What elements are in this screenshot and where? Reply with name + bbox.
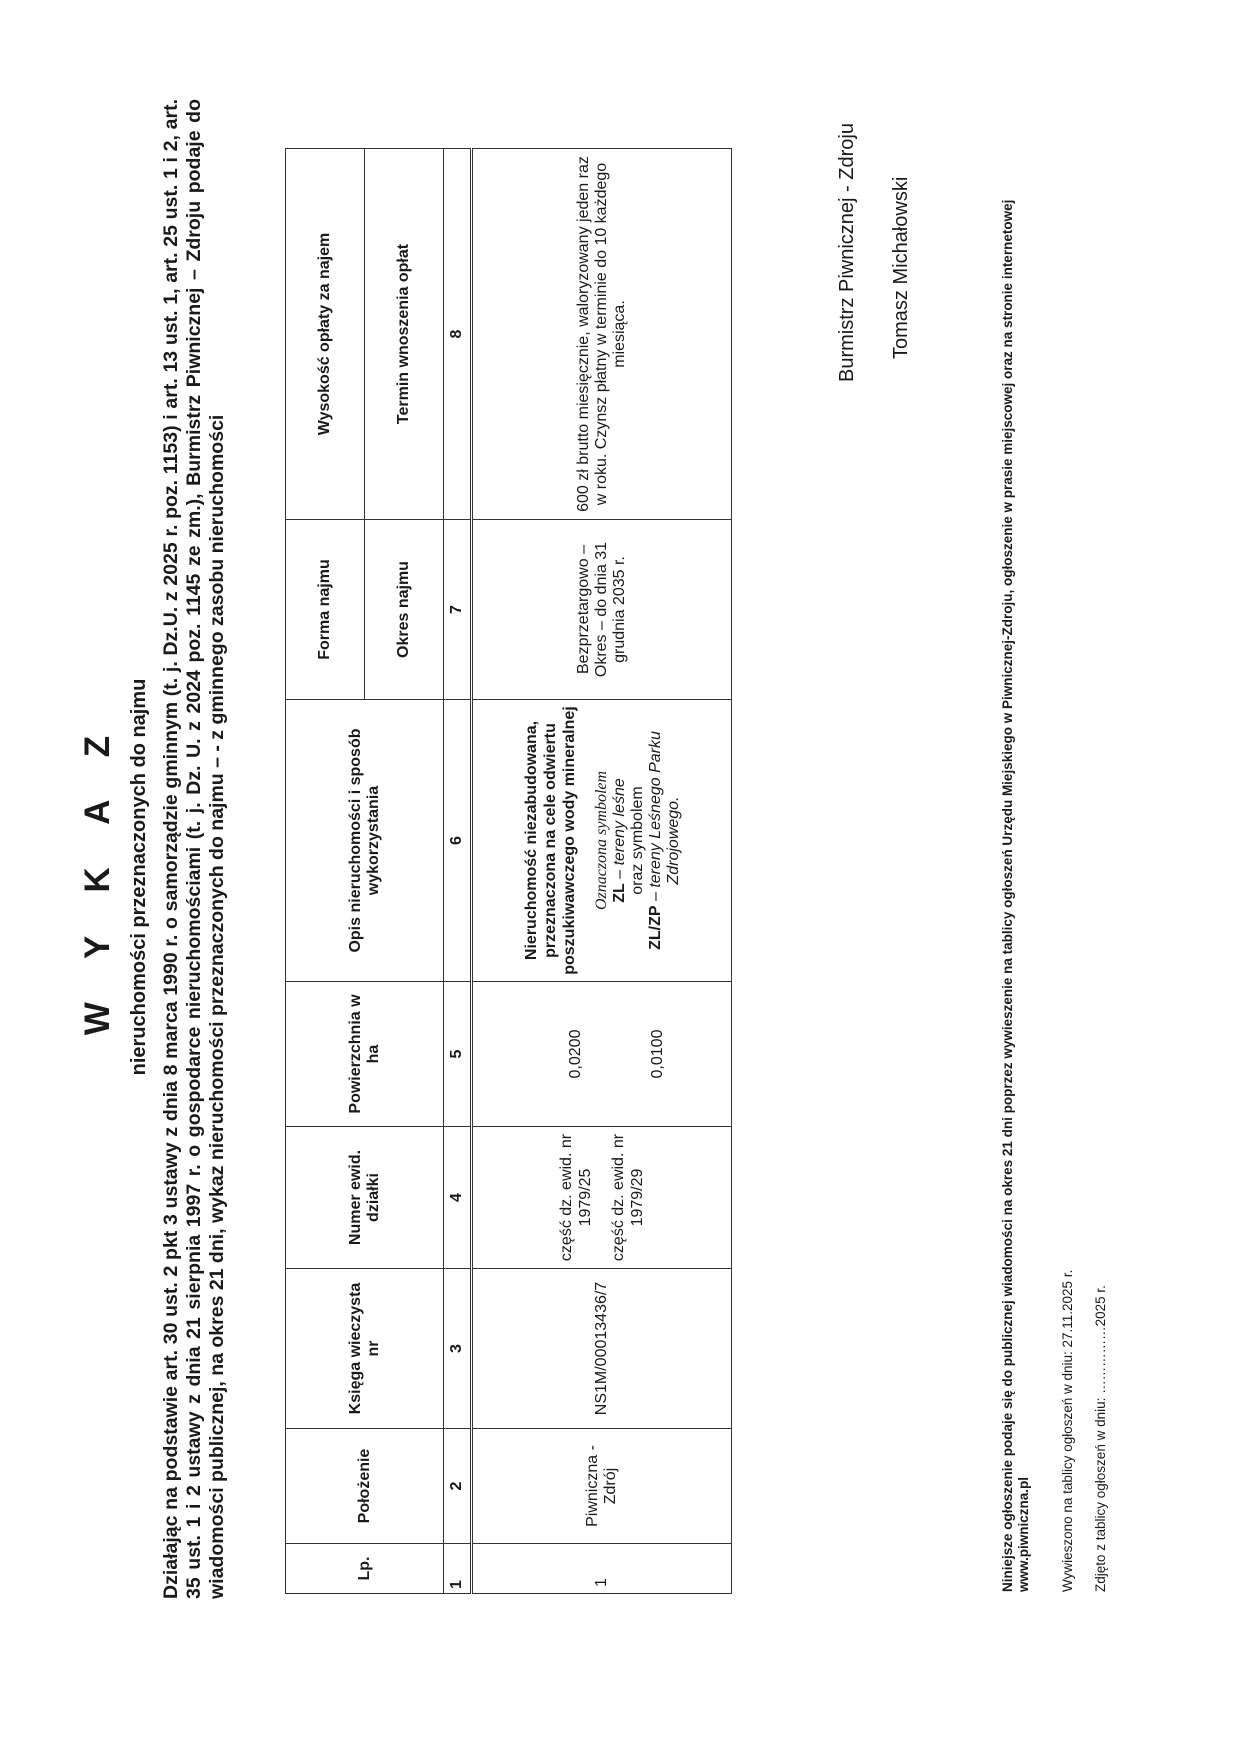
publication-notice: Niniejsze ogłoszenie podaje się do publicznej wiadomości na okres 21 dni poprzez wywieszenie na tablicy ogłoszeń Urzędu Miejskiego w Piwnicznej-Zdroju, ogłoszenie w prasie miejscowej oraz na stronie internetowej www.piwniczna.pl [1000,199,1031,1592]
column-number: 2 [444,1429,472,1544]
header-okres: Okres najmu [365,520,444,700]
table-row [472,149,732,1594]
signature-name: Tomasz Michałowski [890,176,912,359]
signature-role: Burmistrz Piwnicznej - Zdroju [836,123,858,382]
column-number: 4 [444,1127,472,1269]
row-okres: Bezprzetargowo – Okres – do dnia 31 grudnia 2035 r. [472,520,732,700]
row-dzialki [472,1127,732,1269]
column-number: 8 [444,149,472,520]
posted-date: Wywieszono na tablicy ogłoszeń w dniu: 27.11.2025 r. [1060,1269,1075,1592]
description-zl [611,706,629,975]
description-zlzp [647,706,683,975]
header-polozenie: Położenie [286,1429,444,1544]
document-title: W Y K A Z [78,718,117,1036]
description-symbol-label: Oznaczona symbolem [592,770,610,911]
area-2: 0,0100 [649,1029,666,1079]
column-number: 5 [444,982,472,1127]
row-opis [472,700,732,982]
symbol-zlzp: ZL/ZP [646,905,664,950]
header-powierzchnia: Powierzchnia w ha [286,982,444,1127]
column-number: 7 [444,520,472,700]
column-number: 6 [444,700,472,982]
symbol-zl-text: – tereny leśne [610,778,628,884]
plot-number-2: część dz. ewid. nr 1979/29 [610,1133,646,1262]
row-ksiega: NS1M/00013436/7 [472,1269,732,1429]
removed-date: Zdjęto z tablicy ogłoszeń w dniu: ……………2025 r. [1093,1285,1108,1592]
property-table [285,148,732,1594]
description-main: Nieruchomość niezabudowana, przeznaczona na cele odwiertu poszukiwawczego wody mineralnej [522,706,578,975]
document-subtitle: nieruchomości przeznaczonych do najmu [128,678,150,1076]
description-oraz: oraz symbolem [628,786,646,895]
column-number: 3 [444,1269,472,1429]
row-oplata: 600 zł brutto miesięcznie, waloryzowany jeden raz w roku. Czynsz płatny w terminie do 10 każdego miesiąca. [472,149,732,520]
plot-number-1: część dz. ewid. nr 1979/25 [558,1133,594,1262]
area-1: 0,0200 [567,1029,584,1079]
legal-basis-paragraph: Działając na podstawie art. 30 ust. 2 pkt 3 ustawy z dnia 8 marca 1990 r. o samorządzie gminnym (t. j. Dz.U. z 2025 r. poz. 1153) i art. 13 ust. 1, art. 25 ust. 1 i 2, art. 35 ust. 1 i 2 ustawy z dnia 21 sierpnia 1997 r. o gospodarce nieruchomościami (t. j. Dz. U. z 2024 poz. 1145 ze zm.), Burmistrz Piwnicznej – Zdroju podaje do wiadomości publicznej, na okres 21 dni, wykaz nieruchomości przeznaczonych do najmu – - z gminnego zasobu nieruchomości [160,99,228,1599]
header-wysokosc: Wysokość opłaty za najem [286,149,365,520]
header-ksiega: Księga wieczysta nr [286,1269,444,1429]
symbol-zlzp-text: – tereny Leśnego Parku Zdrojowego. [646,731,682,906]
header-numer: Numer ewid. działki [286,1127,444,1269]
row-lp: 1 [472,1544,732,1594]
row-polozenie: Piwniczna - Zdrój [472,1429,732,1544]
header-lp: Lp. [286,1544,444,1594]
column-number: 1 [444,1544,472,1594]
header-termin: Termin wnoszenia opłat [365,149,444,520]
symbol-zl: ZL [610,883,628,903]
header-forma: Forma najmu [286,520,365,700]
header-opis: Opis nieruchomości i sposób wykorzystania [286,700,444,982]
row-powierzchnia [472,982,732,1127]
